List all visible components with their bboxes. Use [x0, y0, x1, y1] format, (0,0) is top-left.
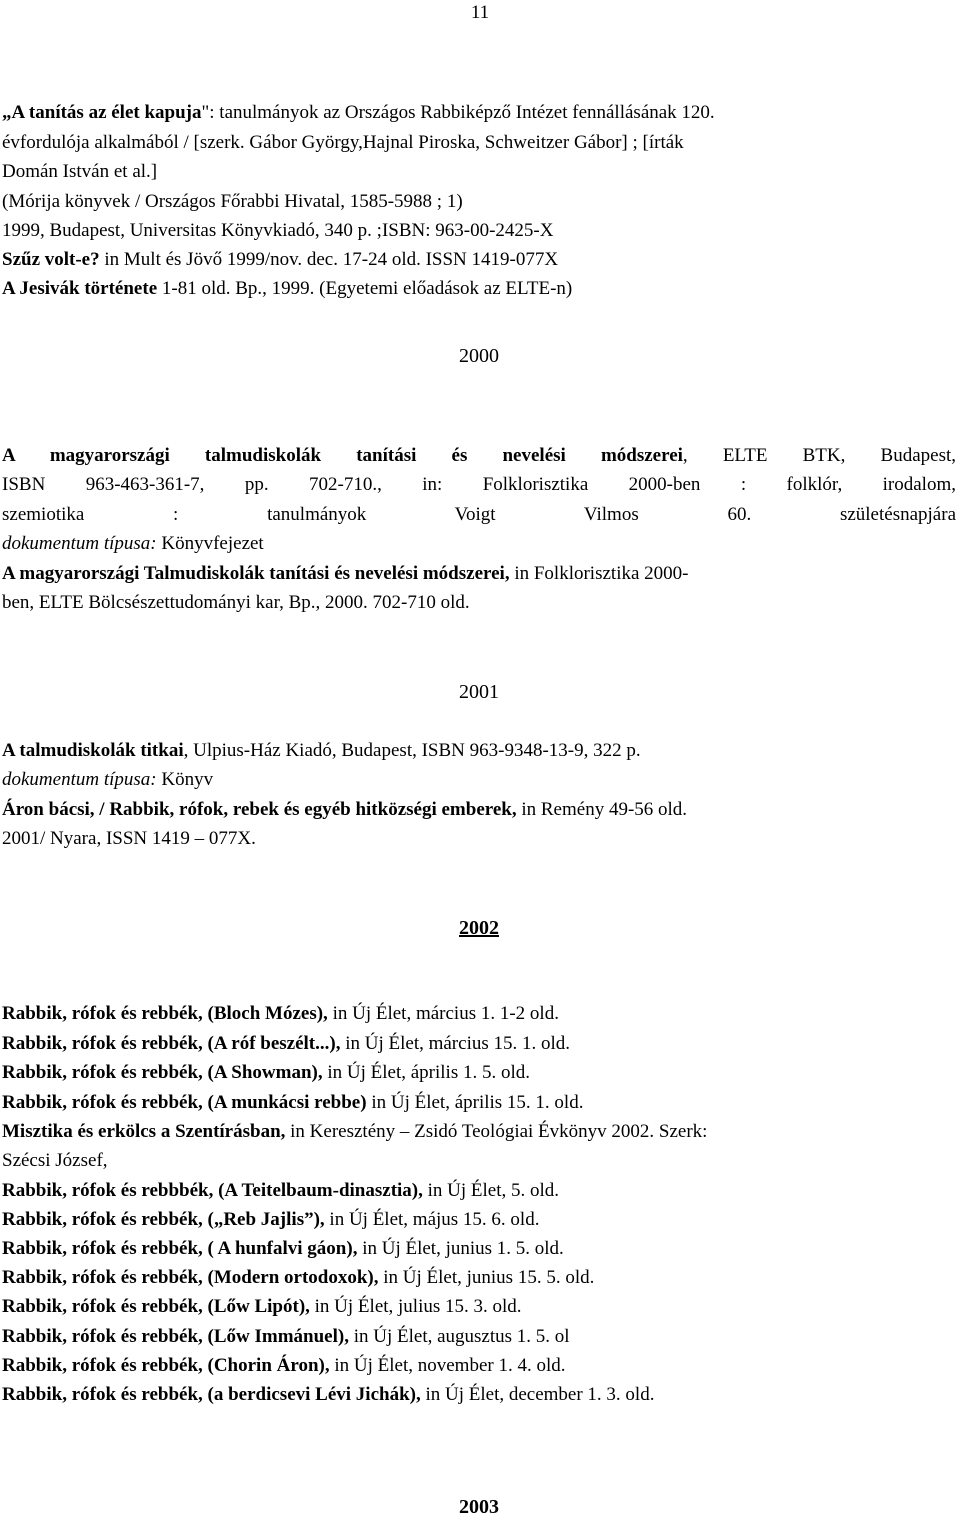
entry-details: in Keresztény – Zsidó Teológiai Évkönyv 2002. Szerk: [285, 1121, 708, 1142]
entry-line [2, 1297, 956, 1316]
entry-title: Áron bácsi, / Rabbik, rófok, rebek és egyéb hitközségi emberek, [2, 799, 517, 820]
document-type-value: Könyvfejezet [156, 533, 264, 554]
entry-line [2, 1151, 956, 1170]
entry-details: ": tanulmányok az Országos Rabbiképző Intézet fennállásának 120. [201, 102, 715, 123]
entry-line [2, 1210, 956, 1229]
entry-line [2, 1063, 956, 1082]
entry-details: in Remény 49-56 old. [516, 799, 688, 820]
entry-details: in Új Élet, április 1. 5. old. [322, 1062, 530, 1083]
entry-line [2, 446, 956, 465]
entry-line [2, 250, 956, 269]
year-heading-2000: 2000 [459, 345, 499, 367]
page-number: 11 [470, 2, 490, 23]
entry-title: Misztika és erkölcs a Szentírásban, [2, 1121, 286, 1142]
document-type-value: Könyv [156, 769, 214, 790]
entry-line [2, 1034, 956, 1053]
entry-details: in Új Élet, junius 1. 5. old. [357, 1238, 564, 1259]
entry-line: évfordulója alkalmából / [szerk. Gábor György,Hajnal Piroska, Schweitzer Gábor] ; [írták [2, 132, 684, 153]
entry-title: Rabbik, rófok és rebbék, (Chorin Áron), [2, 1355, 330, 1376]
entry-details: Szécsi József, [2, 1150, 108, 1171]
entry-title: Szűz volt-e? [2, 249, 100, 270]
entry-line: 2001/ Nyara, ISSN 1419 – 077X. [2, 828, 256, 849]
entry-line: (Mórija könyvek / Országos Főrabbi Hivatal, 1585-5988 ; 1) [2, 191, 463, 212]
entry-line [2, 1093, 956, 1112]
entry-title: Rabbik, rófok és rebbék, ( A hunfalvi gáon), [2, 1238, 358, 1259]
entry-details: in Új Élet, március 15. 1. old. [340, 1033, 571, 1054]
entry-details: in Új Élet, december 1. 3. old. [420, 1384, 655, 1405]
entry-title: Rabbik, rófok és rebbék, (Bloch Mózes), [2, 1003, 328, 1024]
entry-title: A magyarországi Talmudiskolák tanítási és nevelési módszerei, [2, 563, 510, 584]
entry-line [2, 1004, 956, 1023]
entry-line: Domán István et al.] [2, 161, 158, 182]
entry-details: in Új Élet, augusztus 1. 5. ol [348, 1326, 570, 1347]
entry-line [2, 770, 956, 789]
entry-details: in Folklorisztika 2000- [509, 563, 689, 584]
entry-details: in Új Élet, junius 15. 5. old. [378, 1267, 595, 1288]
entry-line [2, 741, 956, 760]
entry-details: in Új Élet, 5. old. [422, 1180, 560, 1201]
entry-line [2, 279, 956, 298]
entry-line [2, 1122, 956, 1141]
entry-line [2, 534, 956, 553]
entry-line [2, 564, 956, 583]
entry-details: in Új Élet, november 1. 4. old. [329, 1355, 566, 1376]
entry-line [2, 1327, 956, 1346]
year-heading-2001: 2001 [459, 681, 499, 703]
entry-line: ben, ELTE Bölcsészettudományi kar, Bp., 2000. 702-710 old. [2, 592, 470, 613]
entry-details: in Mult és Jövő 1999/nov. dec. 17-24 old. ISSN 1419-077X [99, 249, 559, 270]
entry-line [2, 1356, 956, 1375]
entry-title: Rabbik, rófok és rebbék, (A Showman), [2, 1062, 323, 1083]
entry-title: Rabbik, rófok és rebbbék, (A Teitelbaum-dinasztia), [2, 1180, 423, 1201]
document-type-label: dokumentum típusa: [2, 769, 157, 790]
year-heading-2002: 2002 [459, 917, 499, 939]
entry-title: Rabbik, rófok és rebbék, (a berdicsevi Lévi Jichák), [2, 1384, 421, 1405]
document-type-label: dokumentum típusa: [2, 533, 157, 554]
entry-title: „A tanítás az élet kapuja [2, 102, 202, 123]
entry-line: 1999, Budapest, Universitas Könyvkiadó, 340 p. ;ISBN: 963-00-2425-X [2, 220, 554, 241]
entry-line [2, 1239, 956, 1258]
entry-title: A magyarországi talmudiskolák tanítási és nevelési módszerei [2, 445, 683, 466]
entry-details: 1-81 old. Bp., 1999. (Egyetemi előadások az ELTE-n) [157, 278, 573, 299]
entry-title: Rabbik, rófok és rebbék, (Modern ortodoxok), [2, 1267, 379, 1288]
entry-line [2, 800, 956, 819]
entry-details: , Ulpius-Ház Kiadó, Budapest, ISBN 963-9348-13-9, 322 p. [183, 740, 641, 761]
entry-line [2, 103, 956, 122]
entry-line [2, 1385, 956, 1404]
entry-title: A talmudiskolák titkai [2, 740, 184, 761]
entry-details: in Új Élet, március 1. 1-2 old. [327, 1003, 559, 1024]
entry-details: in Új Élet, május 15. 6. old. [324, 1209, 540, 1230]
entry-title: Rabbik, rófok és rebbék, (Lőw Lipót), [2, 1296, 310, 1317]
entry-title: Rabbik, rófok és rebbék, (A munkácsi rebbe) [2, 1092, 367, 1113]
entry-line: szemiotika : tanulmányok Voigt Vilmos 60. születésnapjára [2, 504, 956, 525]
entry-title: A Jesivák története [2, 278, 158, 299]
entry-details: , ELTE BTK, Budapest, [682, 445, 956, 466]
year-heading-2003: 2003 [459, 1496, 499, 1518]
entry-title: Rabbik, rófok és rebbék, („Reb Jajlis”), [2, 1209, 325, 1230]
entry-details: in Új Élet, április 15. 1. old. [366, 1092, 584, 1113]
entry-details: in Új Élet, julius 15. 3. old. [309, 1296, 522, 1317]
entry-line [2, 1268, 956, 1287]
entry-line [2, 1181, 956, 1200]
entry-line: ISBN 963-463-361-7, pp. 702-710., in: Folklorisztika 2000-ben : folklór, irodalom, [2, 474, 956, 495]
entry-title: Rabbik, rófok és rebbék, (Lőw Immánuel), [2, 1326, 349, 1347]
entry-title: Rabbik, rófok és rebbék, (A róf beszélt...), [2, 1033, 341, 1054]
